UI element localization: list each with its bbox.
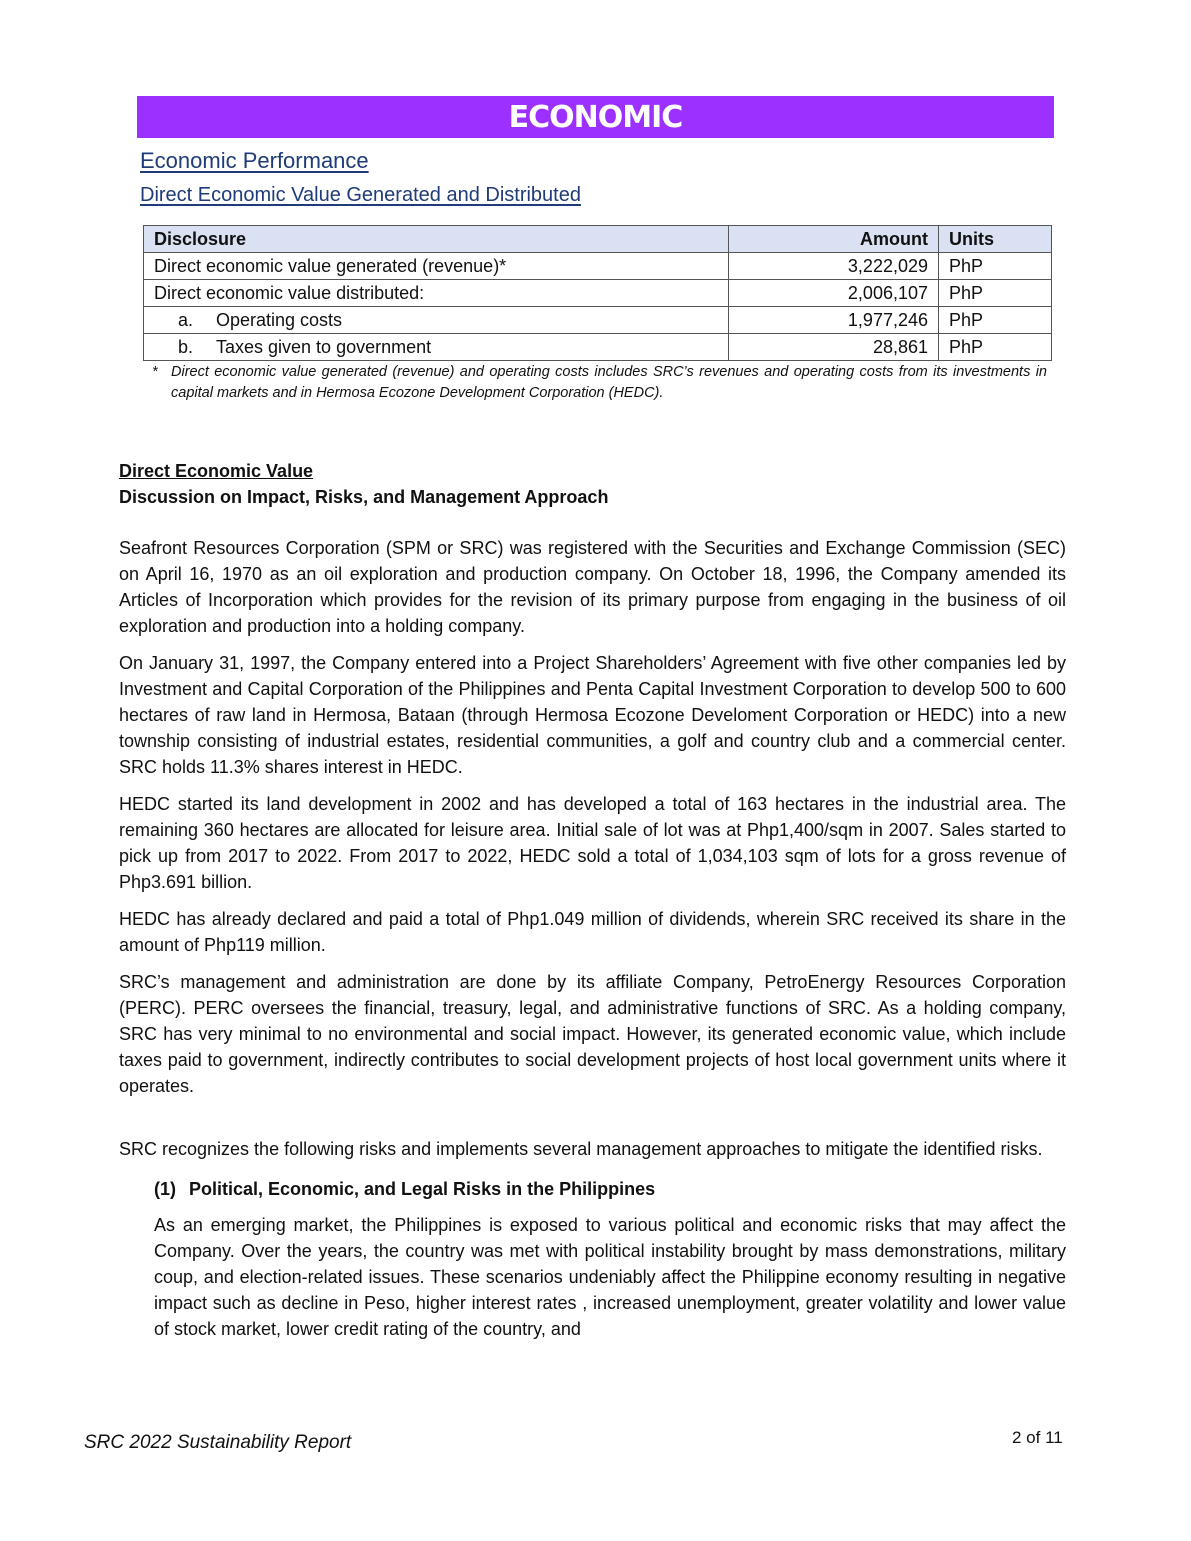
paragraph: SRC’s management and administration are done by its affiliate Company, PetroEnergy Resources Corporation (PERC). PERC oversees the financial, treasury, legal, and administrative functions of SRC. As a holding company, SRC has very minimal to no environmental and social impact. However, its generated economic value, which include taxes paid to government, indirectly contributes to social development projects of host local government units where it operates. [119, 972, 1066, 1096]
cell-disclosure: Direct economic value generated (revenue)* [144, 253, 729, 280]
heading-direct-economic-value: Direct Economic Value Generated and Distributed [140, 184, 581, 206]
paragraph: Seafront Resources Corporation (SPM or SRC) was registered with the Securities and Exchange Commission (SEC) on April 16, 1970 as an oil exploration and production company. On October 18, 1996, the Company amended its Articles of Incorporation which provides for the revision of its primary purpose from engaging in the business of oil exploration and production into a holding company. [119, 538, 1066, 636]
cell-units: PhP [939, 307, 1052, 334]
header-amount: Amount [729, 226, 939, 253]
footnote-marker: * [152, 364, 158, 380]
footer-report-title: SRC 2022 Sustainability Report [84, 1432, 352, 1453]
cell-disclosure [144, 307, 729, 334]
table-row [144, 334, 1052, 361]
risk-heading [154, 1176, 1066, 1202]
paragraph: HEDC started its land development in 2002 and has developed a total of 163 hectares in the industrial area. The remaining 360 hectares are allocated for leisure area. Initial sale of lot was at Php1,400/sqm in 2007. Sales started to pick up from 2017 to 2022. From 2017 to 2022, HEDC sold a total of 1,034,103 sqm of lots for a gross revenue of Php3.691 billion. [119, 794, 1066, 892]
paragraph: HEDC has already declared and paid a total of Php1.049 million of dividends, wherein SRC received its share in the amount of Php119 million. [119, 909, 1066, 955]
section-title: Direct Economic Value [119, 461, 314, 481]
body-text [119, 535, 1066, 1353]
table-row [144, 280, 1052, 307]
cell-amount: 1,977,246 [729, 307, 939, 334]
cell-disclosure [144, 334, 729, 361]
table-row [144, 253, 1052, 280]
cell-amount: 2,006,107 [729, 280, 939, 307]
section-heading [119, 458, 608, 510]
cell-units: PhP [939, 253, 1052, 280]
paragraph: SRC recognizes the following risks and implements several management approaches to mitigate the identified risks. [119, 1139, 1043, 1159]
table-row [144, 307, 1052, 334]
sub-item-letter: b. [178, 337, 194, 357]
table-header-row [144, 226, 1052, 253]
table-footnote [152, 362, 1047, 404]
section-banner: ECONOMIC [137, 96, 1054, 138]
cell-amount: 28,861 [729, 334, 939, 361]
cell-amount: 3,222,029 [729, 253, 939, 280]
page-number: 2 of 11 [1012, 1428, 1063, 1447]
risk-number: (1) [154, 1179, 176, 1199]
section-subtitle: Discussion on Impact, Risks, and Management Approach [119, 487, 609, 507]
sub-item-letter: a. [178, 310, 194, 330]
footnote-text: Direct economic value generated (revenue) and operating costs includes SRC’s revenues and operating costs from its investments in capital markets and in Hermosa Ecozone Development Corporation (HEDC). [171, 364, 1047, 401]
cell-disclosure: Direct economic value distributed: [144, 280, 729, 307]
header-units: Units [939, 226, 1052, 253]
paragraph: On January 31, 1997, the Company entered into a Project Shareholders’ Agreement with five other companies led by Investment and Capital Corporation of the Philippines and Penta Capital Investment Corporation to develop 500 to 600 hectares of raw land in Hermosa, Bataan (through Hermosa Ecozone Develoment Corporation or HEDC) into a new township consisting of industrial estates, residential communities, a golf and country club and a commercial center. SRC holds 11.3% shares interest in HEDC. [119, 653, 1066, 777]
risk-paragraph: As an emerging market, the Philippines is exposed to various political and economic risks that may affect the Company. Over the years, the country was met with political instability brought by mass demonstrations, military coup, and election-related issues. These scenarios undeniably affect the Philippine economy resulting in negative impact such as decline in Peso, higher interest rates , increased unemployment, greater volatility and lower value of stock market, lower credit rating of the country, and [154, 1215, 1066, 1339]
sub-item-label: Taxes given to government [216, 337, 432, 357]
cell-units: PhP [939, 334, 1052, 361]
sub-item-label: Operating costs [216, 310, 343, 330]
risk-title: Political, Economic, and Legal Risks in the Philippines [189, 1179, 656, 1199]
disclosure-table [143, 225, 1052, 361]
header-disclosure: Disclosure [144, 226, 729, 253]
heading-economic-performance: Economic Performance [140, 148, 369, 173]
cell-units: PhP [939, 280, 1052, 307]
